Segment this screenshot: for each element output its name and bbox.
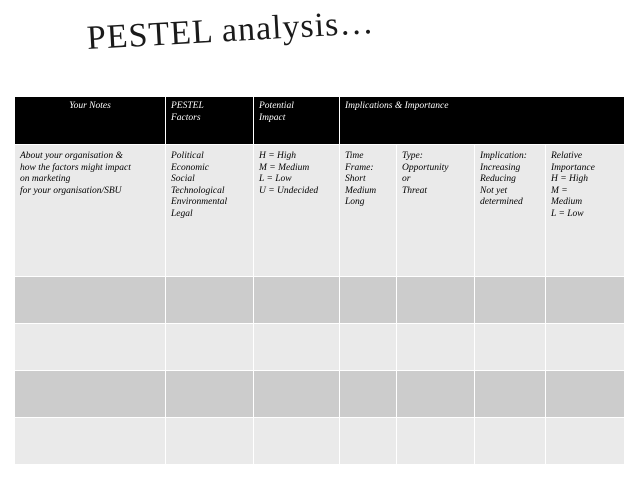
cell-line: M = [551,185,568,196]
cell-line: Medium [345,185,377,196]
cell-line: how the factors might impact [20,162,131,173]
table-cell-empty[interactable] [340,277,397,324]
header-potential-impact [254,97,340,145]
table-cell-empty[interactable] [475,324,546,371]
cell-line: L = Low [551,208,584,219]
cell-line: on marketing [20,174,71,184]
table-cell-empty[interactable] [15,277,166,324]
table-cell-empty[interactable] [254,277,340,324]
table-row [15,324,625,371]
table-cell-empty[interactable] [254,371,340,418]
table-row-guide [15,145,625,277]
table-cell-empty[interactable] [254,324,340,371]
table-cell-empty[interactable] [340,371,397,418]
cell-line: Threat [402,185,427,196]
cell-line: Short [345,174,366,184]
table-cell-empty[interactable] [546,418,625,465]
cell-line: H = High [259,151,297,161]
table-cell-empty[interactable] [15,371,166,418]
cell-line: Reducing [480,174,516,184]
table-cell-empty[interactable] [166,277,254,324]
table-cell-empty[interactable] [166,418,254,465]
cell-line: H = High [551,174,589,184]
cell-line: Opportunity [402,162,449,173]
cell-line: Relative [551,151,583,161]
cell-line: Political [171,151,204,161]
cell-notes-guide [15,145,166,277]
table-row [15,277,625,324]
table-cell-empty[interactable] [397,277,475,324]
header-impact-line: Impact [259,112,286,123]
cell-line: Not yet [480,185,508,196]
cell-line: L = Low [259,174,292,184]
cell-line: for your organisation/SBU [20,185,122,196]
table-cell-empty[interactable] [475,418,546,465]
table-row [15,371,625,418]
cell-line: About your organisation & [20,151,123,161]
table-cell-empty[interactable] [397,371,475,418]
cell-line: or [402,174,411,184]
page-title: PESTEL analysis… [85,4,376,58]
table-cell-empty[interactable] [546,277,625,324]
cell-impact-scale [254,145,340,277]
cell-line: U = Undecided [259,185,319,196]
table-header-row [15,97,625,145]
cell-line: Time [345,151,364,161]
cell-line: Legal [171,208,193,219]
cell-line: Economic [171,162,209,173]
header-implications-importance: Implications & Importance [340,97,625,145]
table-cell-empty[interactable] [166,324,254,371]
cell-line: Social [171,174,195,184]
cell-line: Type: [402,151,423,161]
header-impact-line: Potential [259,101,294,111]
table-cell-empty[interactable] [166,371,254,418]
cell-line: Medium [551,197,583,207]
table-row [15,418,625,465]
cell-relative-importance [546,145,625,277]
cell-line: Long [345,197,365,207]
cell-line: M = Medium [259,162,310,173]
table-cell-empty[interactable] [546,324,625,371]
table-cell-empty[interactable] [340,418,397,465]
cell-implication [475,145,546,277]
cell-pestel-factors [166,145,254,277]
table-cell-empty[interactable] [397,324,475,371]
header-pestel-line: Factors [171,112,201,123]
table-cell-empty[interactable] [15,418,166,465]
cell-line: Environmental [171,197,228,207]
cell-line: Technological [171,185,225,196]
header-pestel-factors [166,97,254,145]
table-cell-empty[interactable] [340,324,397,371]
cell-line: Importance [551,162,595,173]
cell-type [397,145,475,277]
table-cell-empty[interactable] [254,418,340,465]
cell-time-frame [340,145,397,277]
cell-line: Implication: [480,151,527,161]
cell-line: determined [480,197,523,207]
empty-rows [15,277,625,465]
table-cell-empty[interactable] [546,371,625,418]
table-cell-empty[interactable] [15,324,166,371]
cell-line: Increasing [480,162,521,173]
table-cell-empty[interactable] [475,371,546,418]
header-your-notes: Your Notes [15,97,166,145]
cell-line: Frame: [345,162,374,173]
pestel-table [14,96,625,465]
header-pestel-line: PESTEL [171,101,204,111]
table-cell-empty[interactable] [397,418,475,465]
table-cell-empty[interactable] [475,277,546,324]
